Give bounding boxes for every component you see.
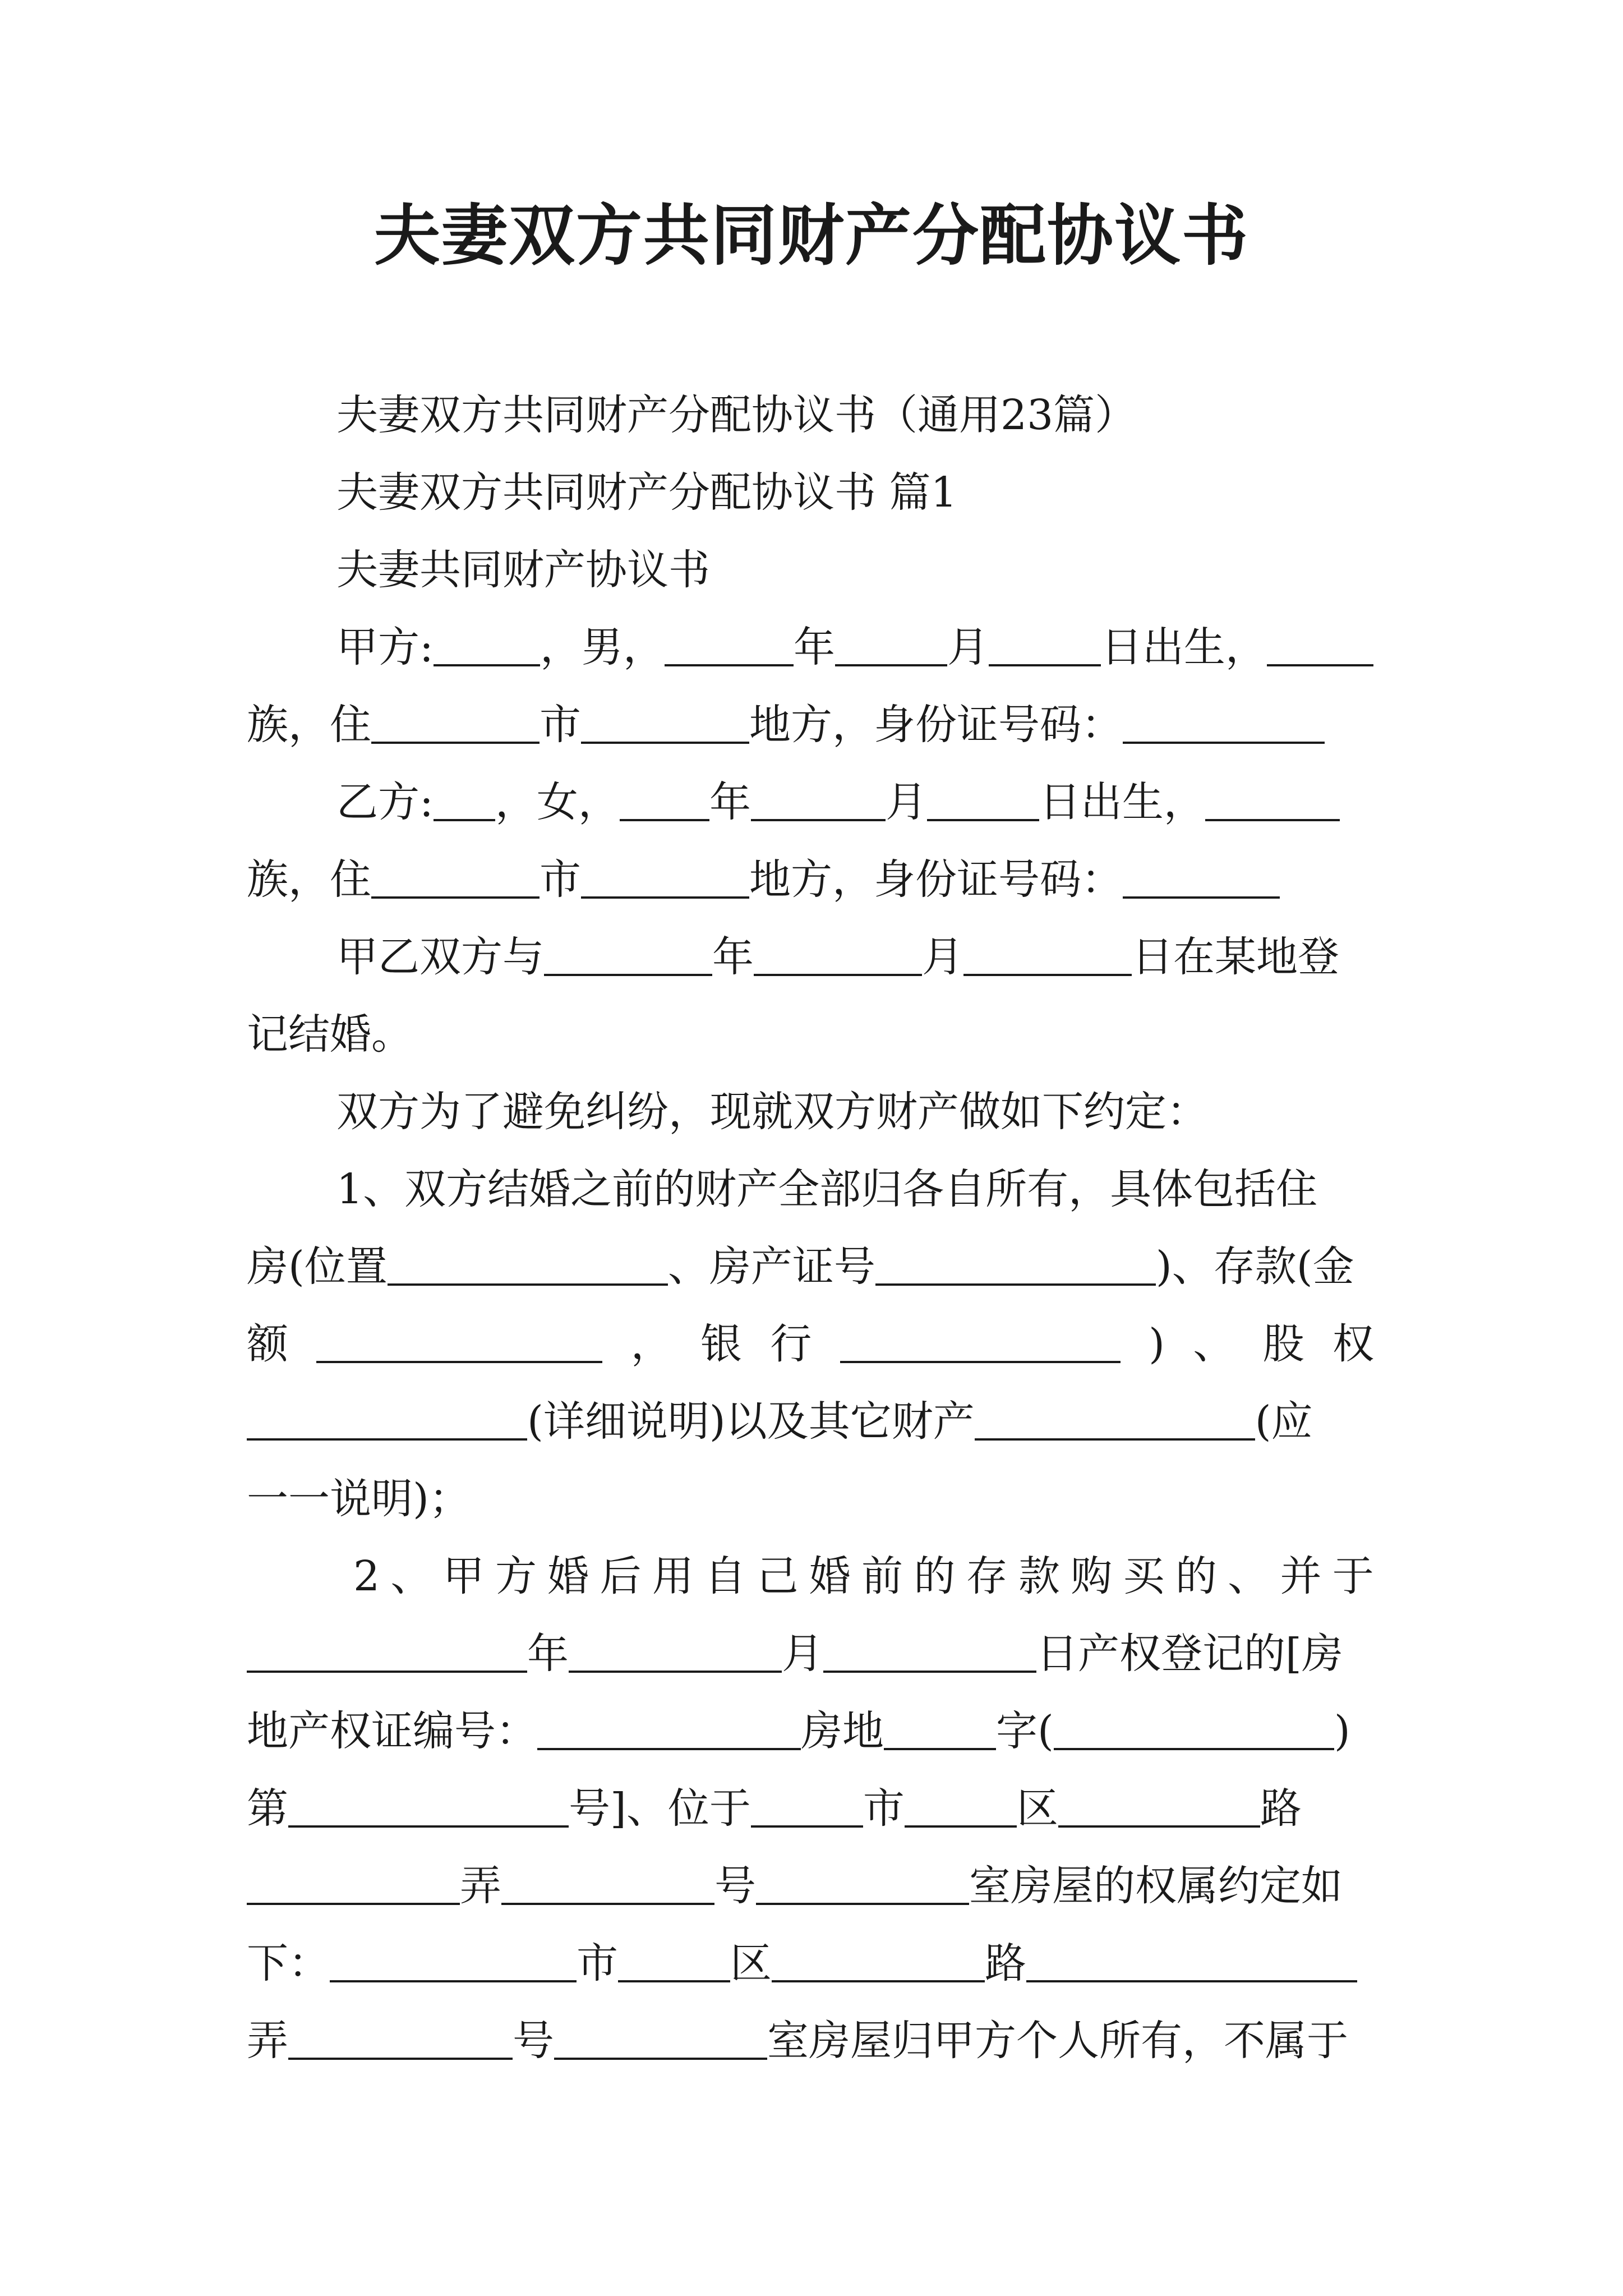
blank-field[interactable]	[247, 1626, 527, 1673]
sub-title: 夫妻共同财产协议书	[336, 546, 710, 594]
clause-1-line-5: 一一说明)；	[247, 1475, 471, 1523]
blank-field[interactable]	[1054, 1703, 1334, 1750]
blank-field[interactable]	[330, 1935, 577, 1982]
blank-field[interactable]	[247, 1858, 460, 1905]
blank-field[interactable]	[1205, 774, 1340, 821]
blank-field[interactable]	[754, 929, 922, 976]
clause-2-line-2: 年 月 日产权登记的[房	[247, 1626, 1374, 1682]
blank-field[interactable]	[434, 774, 495, 821]
marriage-line-1: 甲乙双方与 年 月 日在某地登	[247, 929, 1374, 985]
blank-field[interactable]	[537, 1703, 801, 1750]
clause-1-line-2: 房(位置 、房产证号 )、存款(金	[247, 1239, 1374, 1295]
intro-line: 夫妻双方共同财产分配协议书（通用23篇）	[336, 391, 1137, 439]
blank-field[interactable]	[434, 619, 540, 666]
blank-field[interactable]	[288, 2013, 513, 2060]
clause-2-line-1: 2 、 甲 方 婚 后 用 自 己 婚 前 的 存 款 购 买 的 、 并 于	[353, 1552, 1374, 1600]
blank-field[interactable]	[835, 619, 947, 666]
blank-field[interactable]	[905, 1780, 1017, 1828]
blank-field[interactable]	[1026, 1935, 1357, 1982]
clause-2-line-7: 弄 号 室房屋归甲方个人所有，不属于	[247, 2013, 1374, 2069]
clause-1-line-3: 额 ， 银 行 ) 、 股 权	[247, 1316, 1374, 1372]
party-a-line-1: 甲方: ，男， 年 月 日出生，	[247, 619, 1374, 675]
agreement-statement: 双方为了避免纠纷，现就双方财产做如下约定：	[336, 1088, 1208, 1136]
blank-field[interactable]	[772, 1935, 985, 1982]
blank-field[interactable]	[544, 929, 712, 976]
clause-2-line-6: 下： 市 区 路	[247, 1935, 1374, 1991]
blank-field[interactable]	[751, 774, 886, 821]
blank-field[interactable]	[581, 852, 749, 899]
blank-field[interactable]	[989, 619, 1101, 666]
clause-2-line-5: 弄 号 室房屋的权属约定如	[247, 1858, 1374, 1914]
blank-field[interactable]	[751, 1780, 863, 1828]
blank-field[interactable]	[1267, 619, 1373, 666]
marriage-line-2: 记结婚。	[247, 1010, 413, 1059]
blank-field[interactable]	[665, 619, 794, 666]
blank-field[interactable]	[371, 852, 540, 899]
blank-field[interactable]	[975, 1393, 1255, 1441]
blank-field[interactable]	[288, 1780, 569, 1828]
blank-field[interactable]	[569, 1626, 782, 1673]
party-a-line-2: 族，住 市 地方，身份证号码：	[247, 697, 1374, 753]
document-title: 夫妻双方共同财产分配协议书	[374, 196, 1249, 274]
clause-1-line-4: (详细说明)以及其它财产 (应	[247, 1393, 1374, 1450]
blank-field[interactable]	[927, 774, 1039, 821]
blank-field[interactable]	[756, 1858, 969, 1905]
blank-field[interactable]	[316, 1316, 602, 1363]
blank-field[interactable]	[371, 697, 540, 744]
blank-field[interactable]	[620, 774, 709, 821]
blank-field[interactable]	[247, 1393, 527, 1441]
section-heading: 夫妻双方共同财产分配协议书 篇1	[336, 468, 957, 517]
blank-field[interactable]	[618, 1935, 730, 1982]
blank-field[interactable]	[823, 1626, 1036, 1673]
blank-field[interactable]	[501, 1858, 714, 1905]
clause-2-line-3: 地产权证编号： 房地 字( )	[247, 1703, 1374, 1759]
blank-field[interactable]	[388, 1239, 668, 1286]
clause-1-line-1: 1、双方结婚之前的财产全部归各自所有，具体包括住	[336, 1165, 1318, 1213]
blank-field[interactable]	[963, 929, 1132, 976]
blank-field[interactable]	[554, 2013, 767, 2060]
blank-field[interactable]	[840, 1316, 1121, 1363]
blank-field[interactable]	[1123, 697, 1325, 744]
party-b-line-2: 族，住 市 地方，身份证号码：	[247, 852, 1374, 908]
blank-field[interactable]	[1123, 852, 1280, 899]
party-b-line-1: 乙方: ，女， 年 月 日出生，	[247, 774, 1374, 830]
blank-field[interactable]	[884, 1703, 996, 1750]
clause-2-line-4: 第 号]、位于 市 区 路	[247, 1780, 1374, 1837]
blank-field[interactable]	[581, 697, 749, 744]
blank-field[interactable]	[875, 1239, 1156, 1286]
blank-field[interactable]	[1058, 1780, 1260, 1828]
